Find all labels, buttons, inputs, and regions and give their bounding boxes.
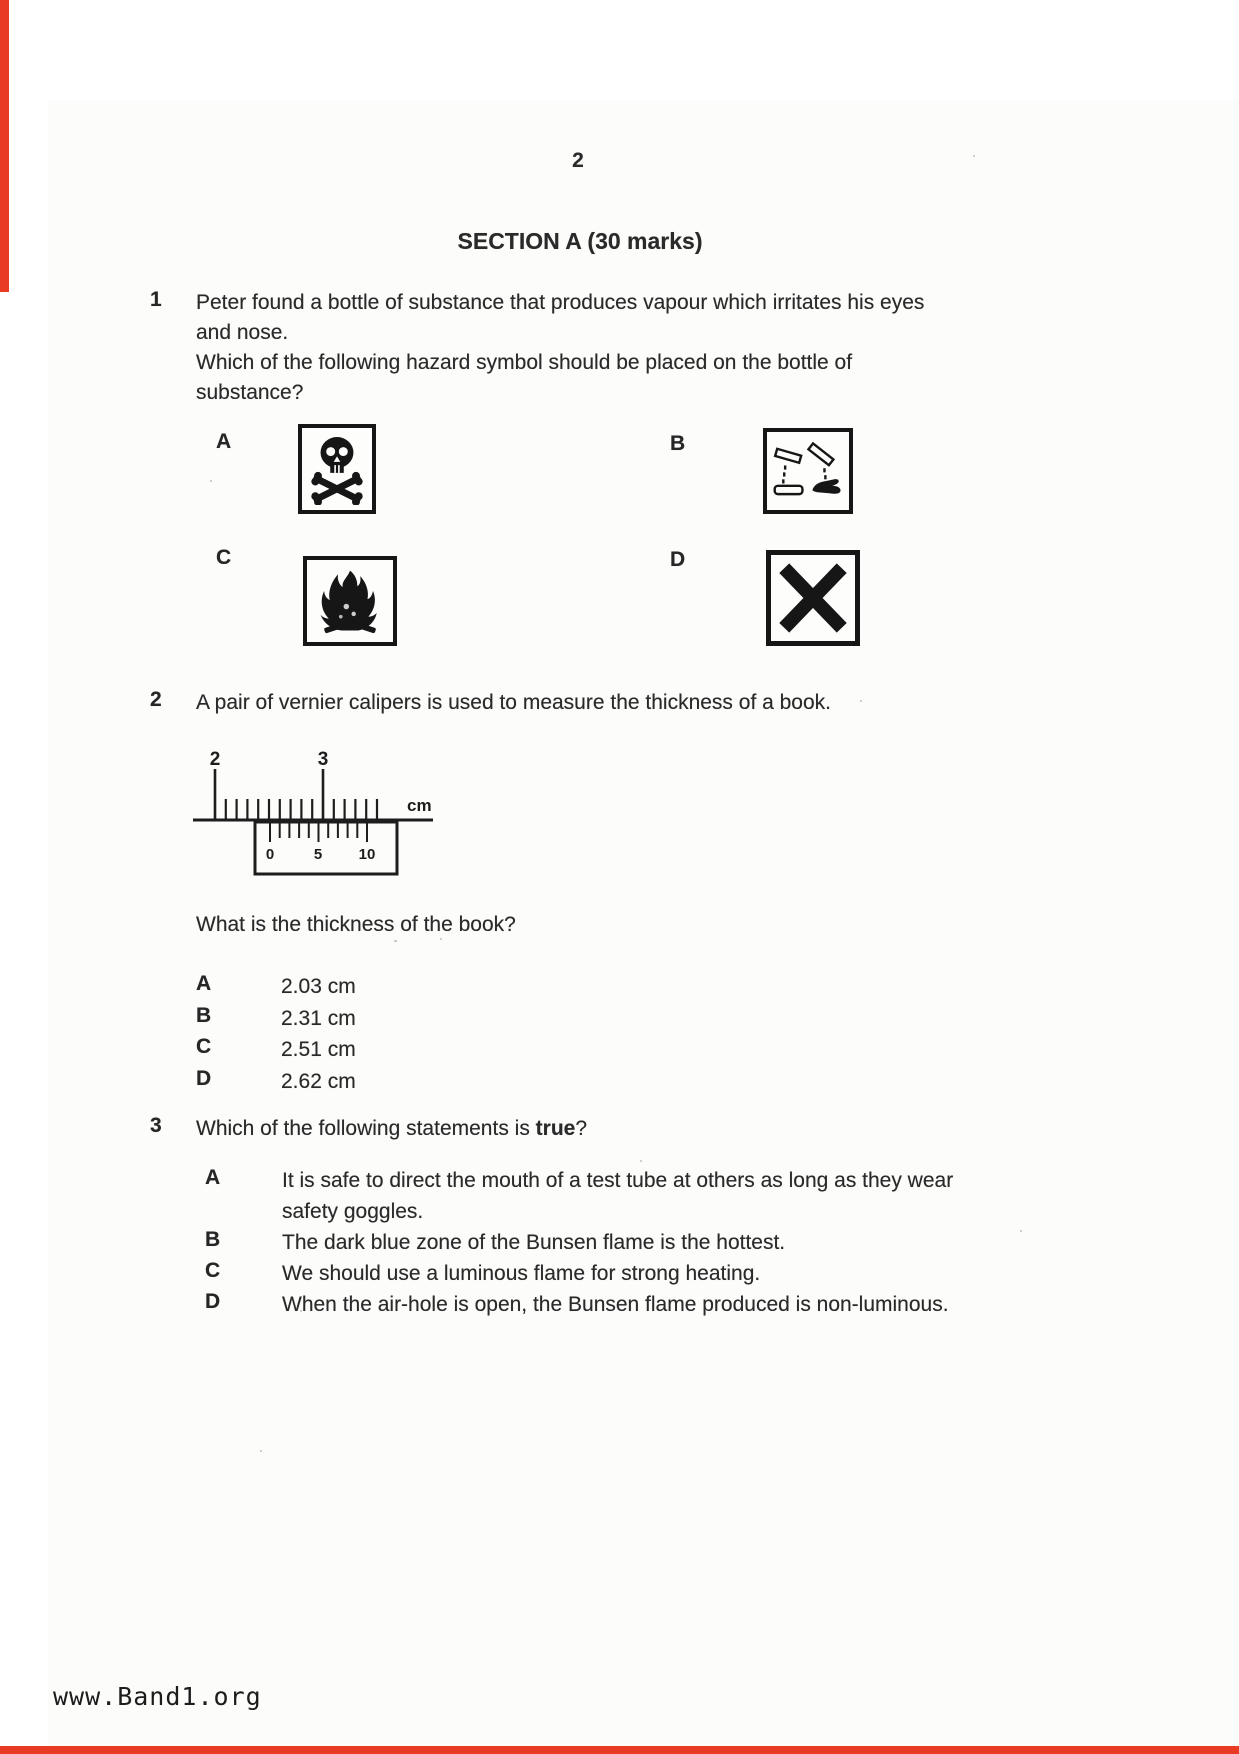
q1-line-3: Which of the following hazard symbol should be placed on the bottle of [196, 351, 853, 374]
q1-option-c-label: C [216, 546, 232, 569]
question-2-text: A pair of vernier calipers is used to measure the thickness of a book. [196, 691, 831, 714]
harmful-cross-icon [778, 562, 848, 634]
q3-option-c-line1: We should use a luminous flame for strong heating. [282, 1262, 761, 1285]
scan-speckle [1020, 1230, 1022, 1232]
q2-option-c-value: 2.51 cm [281, 1038, 356, 1061]
vernier-label-0: 0 [265, 846, 275, 863]
scan-speckle [210, 480, 212, 482]
vernier-label-10: 10 [358, 846, 376, 863]
scan-speckle [394, 940, 397, 942]
q2-option-c-letter: C [196, 1035, 212, 1058]
watermark: www.Band1.org [53, 1682, 262, 1711]
q3-option-b-line1: The dark blue zone of the Bunsen flame is the hottest. [282, 1231, 786, 1254]
unit-label-cm: cm [407, 796, 432, 815]
q3-option-a-line1: It is safe to direct the mouth of a test tube at others as long as they wear [282, 1169, 954, 1192]
q1-option-a-label: A [216, 430, 232, 453]
q3-text-suffix: ? [575, 1117, 588, 1140]
skull-crossbones-toxic-icon [306, 433, 368, 505]
q2-option-a-letter: A [196, 972, 212, 995]
q1-option-d-label: D [670, 548, 686, 571]
scan-speckle [640, 1160, 642, 1162]
hazard-symbol-harmful-box [766, 550, 860, 646]
q3-text-bold: true [535, 1117, 576, 1140]
question-3-number: 3 [150, 1114, 162, 1137]
scan-speckle [860, 700, 862, 702]
page-number: 2 [572, 149, 584, 172]
q2-question: What is the thickness of the book? [196, 913, 516, 936]
q3-option-c-letter: C [205, 1259, 221, 1282]
corrosive-icon [771, 437, 845, 505]
scan-speckle [260, 1450, 262, 1452]
main-scale-label-3: 3 [317, 749, 329, 770]
main-scale-label-2: 2 [209, 749, 221, 770]
q2-option-a-value: 2.03 cm [281, 975, 356, 998]
vernier-caliper-diagram [185, 745, 450, 880]
question-2-number: 2 [150, 688, 162, 711]
q1-line-2: and nose. [196, 321, 289, 344]
q1-line-1: Peter found a bottle of substance that produces vapour which irritates his eyes [196, 291, 925, 314]
scan-edge-artifact-bottom [0, 1746, 1239, 1754]
question-1-text [196, 288, 924, 408]
q3-text-prefix: Which of the following statements is [196, 1117, 536, 1140]
q3-option-a-line2: safety goggles. [282, 1200, 424, 1223]
q1-option-b-label: B [670, 432, 686, 455]
section-title: SECTION A (30 marks) [457, 228, 703, 254]
scan-speckle [973, 155, 975, 157]
q2-option-b-letter: B [196, 1004, 212, 1027]
q3-option-a-letter: A [205, 1166, 221, 1189]
scan-edge-artifact-left [0, 0, 9, 292]
q2-option-b-value: 2.31 cm [281, 1007, 356, 1030]
hazard-symbol-flammable-box [303, 556, 397, 646]
q2-option-d-letter: D [196, 1067, 212, 1090]
q1-line-4: substance? [196, 381, 304, 404]
hazard-symbol-toxic-box [298, 424, 376, 514]
hazard-symbol-corrosive-box [763, 428, 853, 514]
question-3-text [196, 1114, 587, 1144]
flammable-flame-icon [313, 566, 387, 636]
q2-option-d-value: 2.62 cm [281, 1070, 356, 1093]
vernier-label-5: 5 [313, 846, 323, 863]
q3-option-d-letter: D [205, 1290, 221, 1313]
q3-option-b-letter: B [205, 1228, 221, 1251]
q3-option-d-line1: When the air-hole is open, the Bunsen flame produced is non-luminous. [282, 1293, 949, 1316]
question-1-number: 1 [150, 288, 162, 311]
